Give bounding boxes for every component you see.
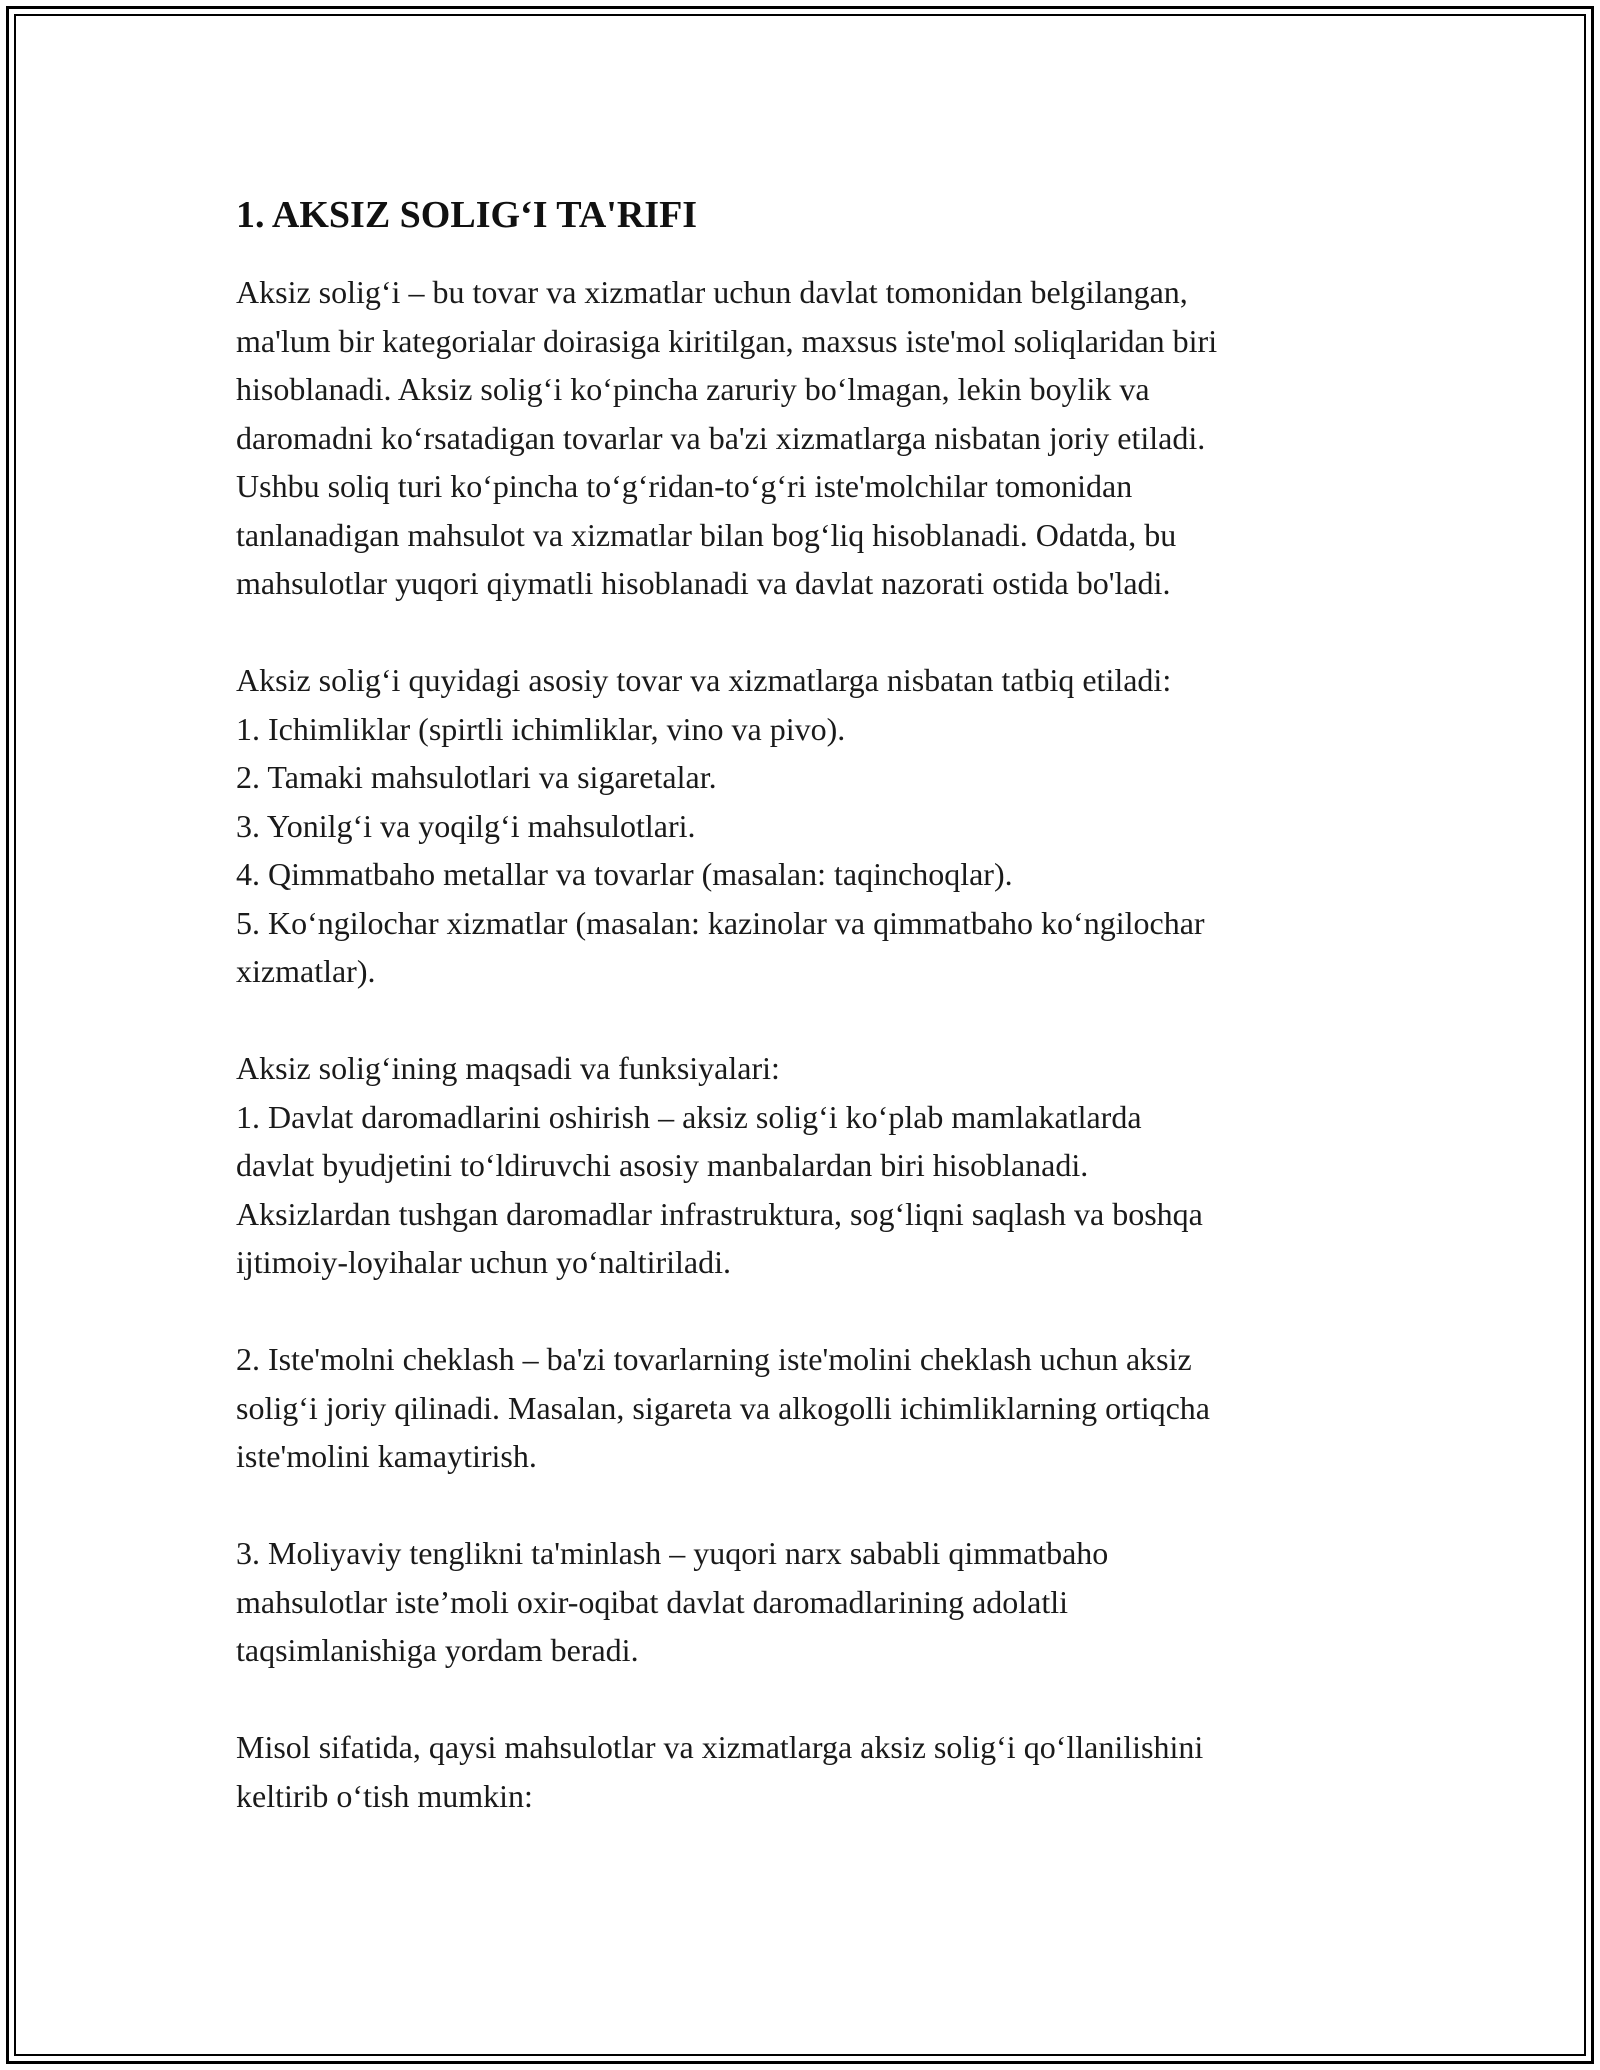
paragraph-goods-list: [236, 656, 1366, 996]
text-line: davlat byudjetini to‘ldiruvchi asosiy manbalardan biri hisoblanadi.: [236, 1147, 1089, 1183]
text-line: hisoblanadi. Aksiz solig‘i ko‘pincha zaruriy bo‘lmagan, lekin boylik va: [236, 371, 1150, 407]
text-line: Aksizlardan tushgan daromadlar infrastruktura, sog‘liqni saqlash va boshqa: [236, 1195, 1203, 1232]
text-line: Aksiz solig‘ining maqsadi va funksiyalari:: [236, 1050, 780, 1086]
text-line: ijtimoiy-loyihalar uchun yo‘naltiriladi.: [236, 1244, 731, 1280]
paragraph-example: [236, 1723, 1366, 1820]
paragraph-spacer: [236, 996, 1366, 1045]
list-item: 5. Ko‘ngilochar xizmatlar (masalan: kazinolar va qimmatbaho ko‘ngilochar: [236, 904, 1205, 941]
section-heading: 1. AKSIZ SOLIG‘I TA'RIFI: [236, 194, 698, 236]
text-line: solig‘i joriy qilinadi. Masalan, sigareta va alkogolli ichimliklarning ortiqcha: [236, 1389, 1210, 1426]
text-line: 2. Iste'molni cheklash – ba'zi tovarlarning iste'molini cheklash uchun aksiz: [236, 1341, 1192, 1377]
text-line: 3. Moliyaviy tenglikni ta'minlash – yuqori narx sababli qimmatbaho: [236, 1535, 1109, 1571]
text-line: 1. Davlat daromadlarini oshirish – aksiz solig‘i ko‘plab mamlakatlarda: [236, 1098, 1142, 1135]
list-item: 4. Qimmatbaho metallar va tovarlar (masalan: taqinchoqlar).: [236, 856, 1013, 892]
list-item-continuation: xizmatlar).: [236, 953, 376, 989]
paragraph-purpose-1: [236, 1044, 1366, 1287]
list-item: 1. Ichimliklar (spirtli ichimliklar, vino va pivo).: [236, 710, 846, 747]
paragraph-spacer: [236, 1287, 1366, 1336]
paragraph-purpose-2: [236, 1335, 1366, 1481]
paragraph-spacer: [236, 1481, 1366, 1530]
paragraph-purpose-3: [236, 1529, 1366, 1675]
text-line: Aksiz solig‘i – bu tovar va xizmatlar uchun davlat tomonidan belgilangan,: [236, 274, 1188, 310]
text-line: daromadni ko‘rsatadigan tovarlar va ba'zi xizmatlarga nisbatan joriy etiladi.: [236, 419, 1206, 456]
text-line: mahsulotlar yuqori qiymatli hisoblanadi va davlat nazorati ostida bo'ladi.: [236, 565, 1171, 601]
paragraph-spacer: [236, 608, 1366, 657]
text-line: iste'molini kamaytirish.: [236, 1438, 537, 1474]
paragraph-spacer: [236, 1675, 1366, 1724]
list-item: 2. Tamaki mahsulotlari va sigaretalar.: [236, 759, 717, 795]
text-line: Misol sifatida, qaysi mahsulotlar va xizmatlarga aksiz solig‘i qo‘llanilishini: [236, 1729, 1204, 1765]
paragraph-definition: [236, 268, 1366, 608]
list-item: 3. Yonilg‘i va yoqilg‘i mahsulotlari.: [236, 807, 696, 844]
text-line: keltirib o‘tish mumkin:: [236, 1777, 533, 1814]
text-line: Ushbu soliq turi ko‘pincha to‘g‘ridan-to‘g‘ri iste'molchilar tomonidan: [236, 468, 1133, 504]
text-line: mahsulotlar iste’moli oxir-oqibat davlat daromadlarining adolatli: [236, 1583, 1069, 1620]
text-line: tanlanadigan mahsulot va xizmatlar bilan bog‘liq hisoblanadi. Odatda, bu: [236, 516, 1177, 553]
document-body: [236, 192, 1366, 1820]
list-intro: Aksiz solig‘i quyidagi asosiy tovar va xizmatlarga nisbatan tatbiq etiladi:: [236, 662, 1172, 698]
text-line: ma'lum bir kategorialar doirasiga kiritilgan, maxsus iste'mol soliqlaridan biri: [236, 322, 1218, 359]
text-line: taqsimlanishiga yordam beradi.: [236, 1632, 639, 1668]
